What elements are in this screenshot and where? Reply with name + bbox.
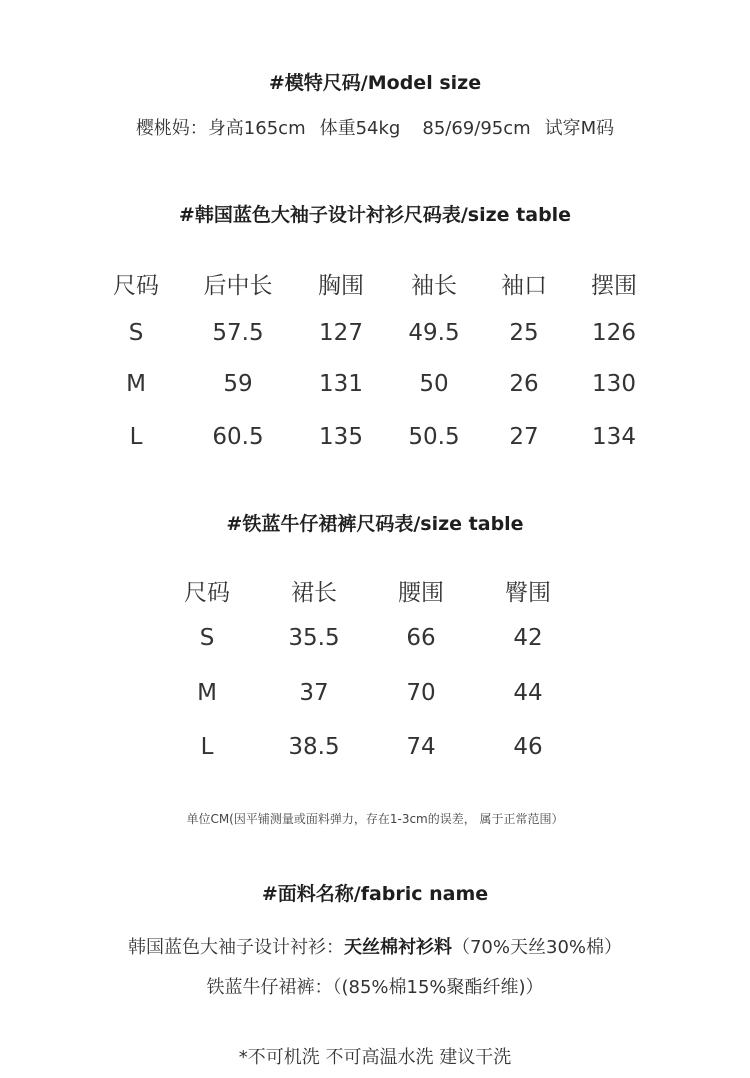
skirt-table-cell: 66: [406, 625, 436, 651]
shirt-header-cell: 袖口: [501, 273, 547, 299]
skirt-table-cell: 44: [513, 680, 543, 706]
fabric-title: #面料名称/fabric name: [261, 883, 489, 905]
shirt-table-cell: 131: [319, 371, 363, 397]
shirt-table-title: #韩国蓝色大袖子设计衬衫尺码表/size table: [178, 204, 572, 226]
shirt-table-cell: L: [129, 424, 143, 450]
model-info-line: [0, 114, 750, 140]
fabric-shirt-material: 天丝棉衬衫料: [343, 937, 452, 958]
shirt-table-cell: 59: [223, 371, 253, 397]
skirt-table-cell: 35.5: [288, 625, 340, 651]
fabric-skirt-label: 铁蓝牛仔裙裤：: [206, 977, 333, 998]
shirt-header-cell: 后中长: [203, 273, 273, 299]
shirt-table-cell: 27: [509, 424, 539, 450]
skirt-table-cell: 42: [513, 625, 543, 651]
skirt-table-cell: 38.5: [288, 734, 340, 760]
shirt-header-cell: 尺码: [113, 273, 159, 299]
shirt-table-cell: 57.5: [212, 320, 264, 346]
shirt-header-cell: 胸围: [318, 273, 364, 299]
model-measurements: 85/69/95cm: [422, 118, 531, 139]
skirt-table-cell: S: [199, 625, 215, 651]
shirt-table-cell: 130: [592, 371, 636, 397]
fabric-shirt-composition: （70%天丝30%棉）: [451, 937, 622, 958]
skirt-table-cell: 70: [406, 680, 436, 706]
skirt-header-cell: 臀围: [505, 580, 551, 606]
model-weight: 体重54kg: [319, 118, 401, 139]
skirt-table-cell: 37: [299, 680, 329, 706]
skirt-header-cell: 腰围: [398, 580, 444, 606]
model-trial-size: 试穿M码: [544, 118, 615, 139]
shirt-table-cell: S: [128, 320, 144, 346]
skirt-header-cell: 尺码: [184, 580, 230, 606]
fabric-skirt-line: [0, 973, 750, 999]
shirt-table-cell: 134: [592, 424, 636, 450]
skirt-table-cell: M: [197, 680, 217, 706]
care-instructions: *不可机洗 不可高温水洗 建议干洗: [238, 1047, 512, 1068]
shirt-table-cell: 50: [419, 371, 449, 397]
shirt-header-cell: 袖长: [411, 273, 457, 299]
unit-note: 单位CM(因平铺测量或面料弹力，存在1-3cm的误差， 属于正常范围）: [186, 812, 564, 826]
shirt-table-cell: 135: [319, 424, 363, 450]
fabric-skirt-composition: （(85%棉15%聚酯纤维)）: [332, 977, 544, 998]
shirt-table-cell: 127: [319, 320, 363, 346]
shirt-table-cell: 50.5: [408, 424, 460, 450]
skirt-table-title: #铁蓝牛仔裙裤尺码表/size table: [226, 513, 524, 535]
shirt-table-cell: 25: [509, 320, 539, 346]
shirt-table-cell: 60.5: [212, 424, 264, 450]
skirt-header-cell: 裙长: [291, 580, 337, 606]
skirt-table-cell: 46: [513, 734, 543, 760]
shirt-table-cell: 126: [592, 320, 636, 346]
shirt-table-cell: 26: [509, 371, 539, 397]
skirt-table-cell: L: [200, 734, 214, 760]
model-height: 身高165cm: [207, 118, 306, 139]
shirt-header-cell: 摆围: [591, 273, 637, 299]
model-size-title: #模特尺码/Model size: [268, 72, 482, 94]
fabric-shirt-label: 韩国蓝色大袖子设计衬衫：: [127, 937, 344, 958]
shirt-table-cell: 49.5: [408, 320, 460, 346]
skirt-table-cell: 74: [406, 734, 436, 760]
fabric-shirt-line: [0, 933, 750, 959]
model-name: 樱桃妈：: [135, 118, 208, 139]
shirt-table-cell: M: [126, 371, 146, 397]
